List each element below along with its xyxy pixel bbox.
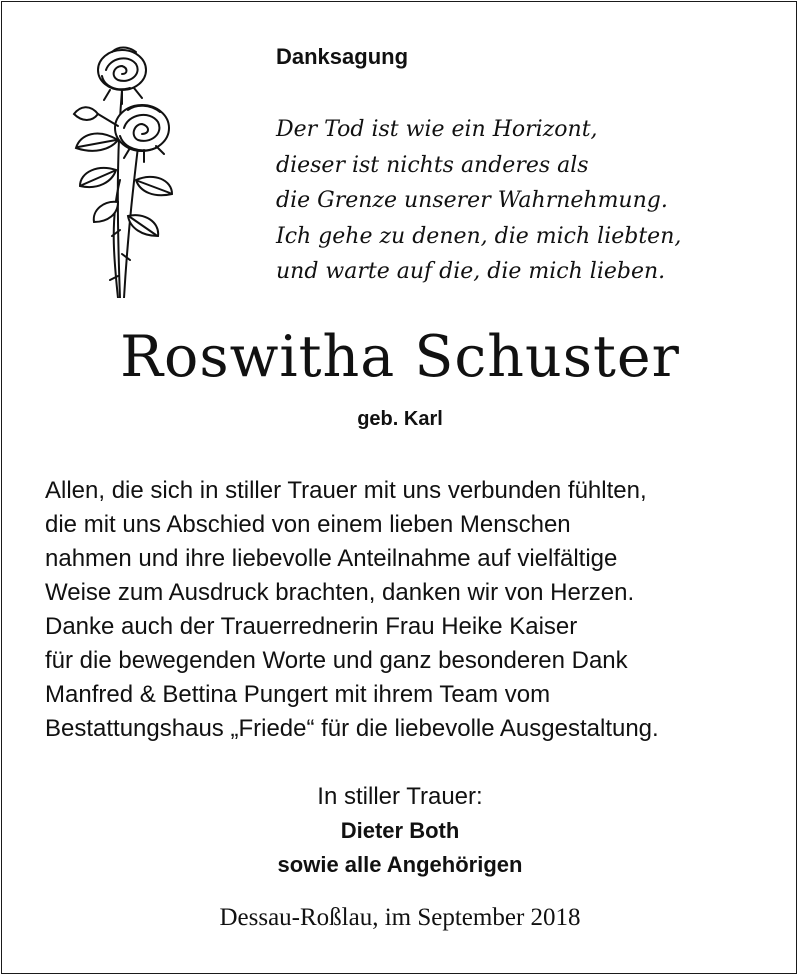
maiden-name: geb. Karl bbox=[357, 408, 443, 430]
place-date: Dessau-Roßlau, im September 2018 bbox=[219, 904, 581, 931]
deceased-name: Roswitha Schuster bbox=[120, 324, 680, 390]
thanks-line: Allen, die sich in stiller Trauer mit uns verbunden fühlten, bbox=[45, 477, 647, 504]
thanks-line: Weise zum Ausdruck brachten, danken wir von Herzen. bbox=[45, 579, 635, 606]
poem-line: Ich gehe zu denen, die mich liebten, bbox=[276, 223, 682, 249]
thanks-line: für die bewegenden Worte und ganz besonderen Dank bbox=[45, 647, 628, 674]
thanks-line: Bestattungshaus „Friede“ für die liebevolle Ausgestaltung. bbox=[45, 715, 659, 742]
heading: Danksagung bbox=[276, 44, 409, 69]
thanks-line: Danke auch der Trauerrednerin Frau Heike Kaiser bbox=[45, 613, 578, 640]
poem-line: die Grenze unserer Wahrnehmung. bbox=[276, 188, 668, 213]
thanks-text bbox=[45, 474, 659, 746]
thanks-line: die mit uns Abschied von einem lieben Menschen bbox=[45, 511, 571, 538]
poem-line: dieser ist nichts anderes als bbox=[276, 152, 589, 178]
mourner-name: Dieter Both bbox=[340, 818, 460, 843]
closing-block bbox=[0, 780, 800, 882]
poem-line: Der Tod ist wie ein Horizont, bbox=[276, 117, 598, 142]
other-mourners: sowie alle Angehörigen bbox=[277, 852, 523, 877]
closing-intro: In stiller Trauer: bbox=[317, 783, 483, 810]
rose-icon bbox=[58, 30, 188, 298]
poem bbox=[276, 112, 681, 290]
thanks-line: Manfred & Bettina Pungert mit ihrem Team vom bbox=[45, 681, 551, 708]
poem-line: und warte auf die, die mich lieben. bbox=[276, 259, 666, 284]
thanks-line: nahmen und ihre liebevolle Anteilnahme auf vielfältige bbox=[45, 545, 618, 572]
